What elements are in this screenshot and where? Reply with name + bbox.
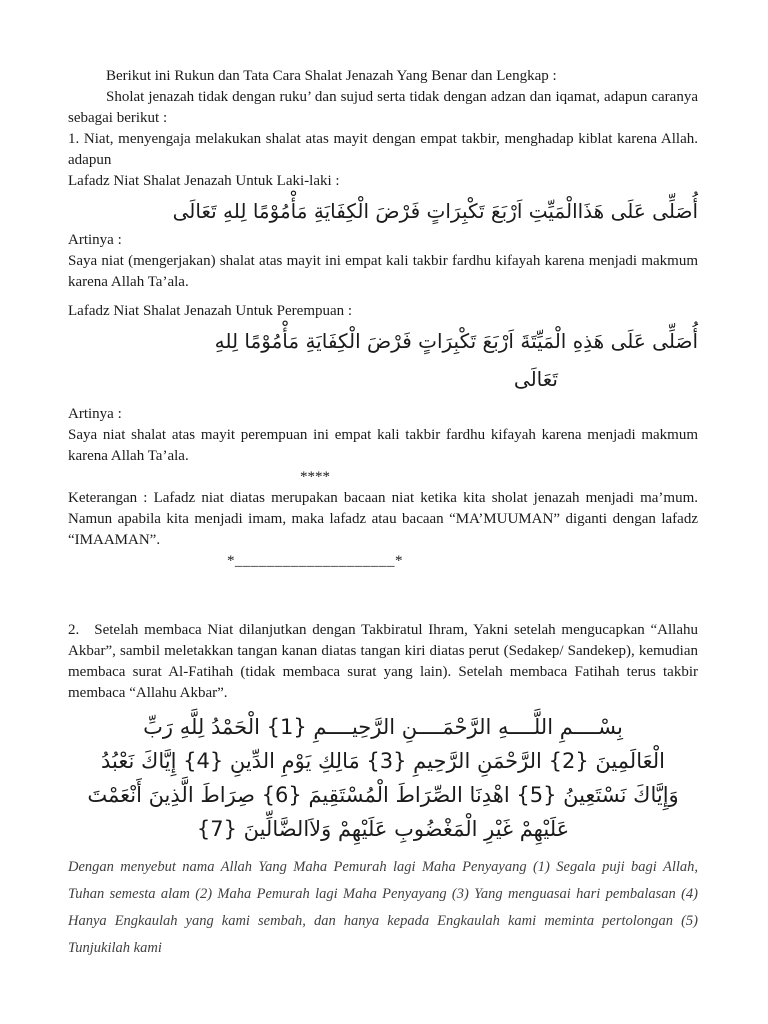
keterangan-text: Keterangan : Lafadz niat diatas merupakan bacaan niat ketika kita sholat jenazah menjadi ma’mum. Namun apabila kita menjadi imam, maka lafadz atau bacaan “MA’MUUMAN” diganti dengan lafadz “IMAAMAN”. [68, 490, 698, 548]
intro-title: Berikut ini Rukun dan Tata Cara Shalat Jenazah Yang Benar dan Lengkap : [106, 68, 557, 84]
fatihah-translation-text: Dengan menyebut nama Allah Yang Maha Pemurah lagi Maha Penyayang (1) Segala puji bagi Allah, Tuhan semesta alam (2) Maha Pemurah lagi Maha Penyayang (3) Yang menguasai hari pembalasan (4) Hanya Engkaulah yang kami sembah, dan hanya kepada Engkaulah kami meminta pertolongan (5) Tunjukilah kami [68, 859, 698, 956]
heading-lafadz-laki: Lafadz Niat Shalat Jenazah Untuk Laki-laki : [68, 173, 340, 189]
artinya-text-perempuan: Saya niat shalat atas mayit perempuan ini empat kali takbir fardhu kifayah karena menjadi makmum karena Allah Ta’ala. [68, 427, 698, 464]
fatihah-arabic-line-2: الْعَالَمِينَ {2} الرَّحْمَنِ الرَّحِيمِ {3} مَالِكِ يَوْمِ الدِّينِ {4} إِيَّاكَ نَعْبُدُ [101, 749, 665, 773]
point-1-text: 1. Niat, menyengaja melakukan shalat atas mayit dengan empat takbir, menghadap kiblat karena Allah. adapun [68, 131, 698, 168]
page-content [68, 66, 698, 962]
artinya-label-laki: Artinya : [68, 232, 122, 248]
line-divider: *____________________* [227, 553, 403, 569]
intro-paragraph: Sholat jenazah tidak dengan ruku’ dan sujud serta tidak dengan adzan dan iqamat, adapun caranya sebagai berikut : [68, 89, 698, 126]
fatihah-arabic-block [68, 710, 698, 846]
fatihah-arabic-line-4: عَلَيْهِمْ غَيْرِ الْمَغْضُوبِ عَلَيْهِمْ وَلاَالضَّالِّينَ {7} [196, 817, 570, 841]
heading-lafadz-perempuan: Lafadz Niat Shalat Jenazah Untuk Perempuan : [68, 303, 353, 319]
arabic-niat-perempuan-line1: أُصَلِّى عَلَى هَذِهِ الْمَيِّتَةَ اَرْبَعَ تَكْبِرَاتٍ فَرْضَ الْكِفَايَةِ مَأْمُوْمًا لِلهِ [214, 329, 698, 353]
point-2-text: 2. Setelah membaca Niat dilanjutkan dengan Takbiratul Ihram, Yakni setelah mengucapkan “Allahu Akbar”, sambil meletakkan tangan kanan diatas tangan kiri diatas perut (Sedakep/ Sandekep), kemudian membaca surat Al-Fatihah (tidak membaca surat yang lain). Setelah membaca Fatihah terus takbir membaca “Allahu Akbar”. [68, 622, 698, 701]
arabic-niat-perempuan-line2: تَعَالَى [513, 367, 558, 391]
stars-divider: **** [300, 469, 330, 485]
arabic-niat-laki: أُصَلِّى عَلَى هَذَاالْمَيِّتِ اَرْبَعَ تَكْبِرَاتٍ فَرْضَ الْكِفَايَةِ مَأْمُوْمًا لِلهِ تَعَالَى [172, 199, 698, 223]
artinya-text-laki: Saya niat (mengerjakan) shalat atas mayit ini empat kali takbir fardhu kifayah karena menjadi makmum karena Allah Ta’ala. [68, 253, 698, 290]
fatihah-arabic-line-1: بِسْــــمِ اللَّــــهِ الرَّحْمَــــنِ الرَّحِيــــمِ {1} الْحَمْدُ لِلَّهِ رَبِّ [143, 715, 623, 739]
fatihah-arabic-line-3: وَإِيَّاكَ نَسْتَعِينُ {5} اهْدِنَا الصِّرَاطَ الْمُسْتَقِيمَ {6} صِرَاطَ الَّذِينَ أَنْعَمْتَ [87, 783, 679, 807]
artinya-label-perempuan: Artinya : [68, 406, 122, 422]
